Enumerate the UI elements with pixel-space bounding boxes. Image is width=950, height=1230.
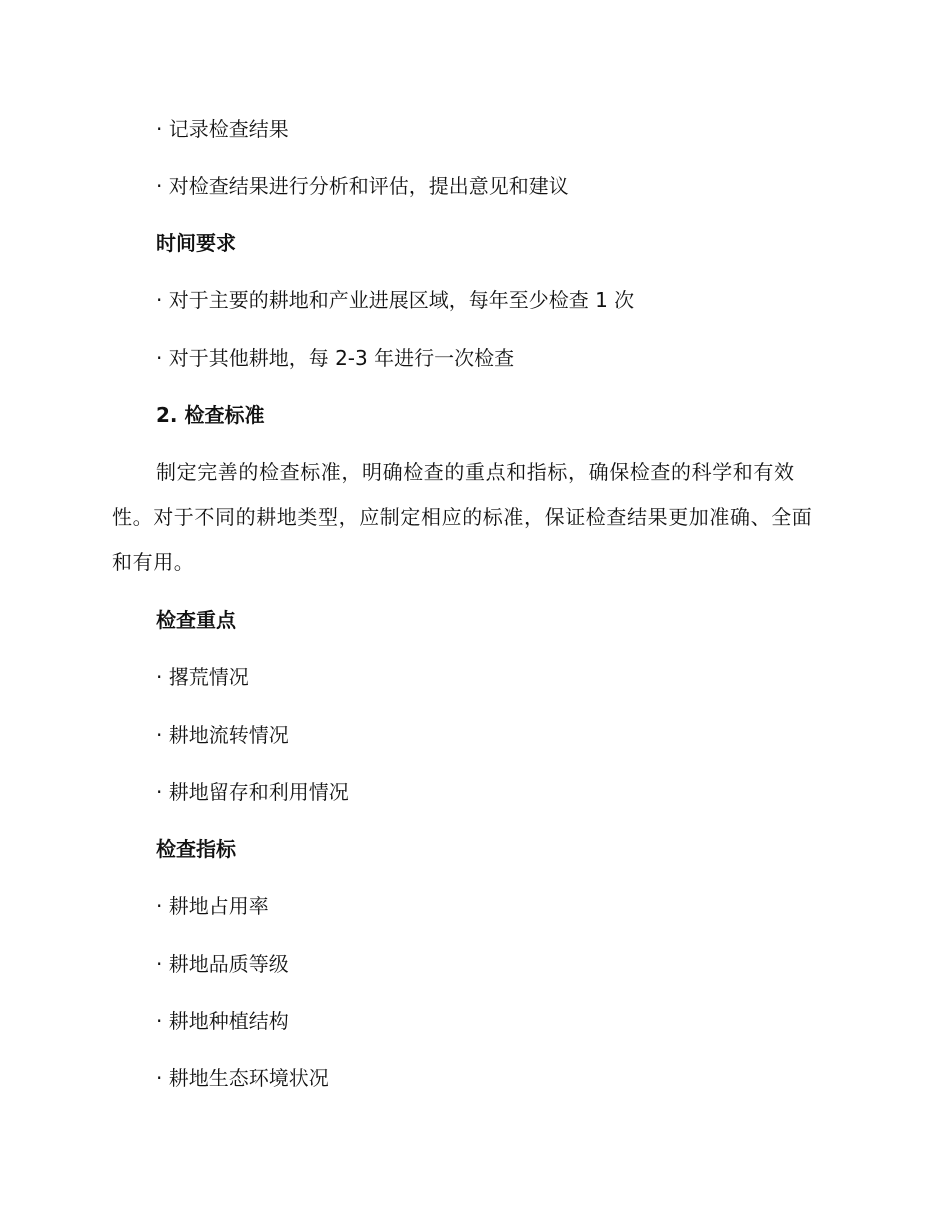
list-item: · 耕地流转情况 [156, 723, 289, 747]
list-item: · 对于主要的耕地和产业进展区域，每年至少检查 1 次 [156, 288, 635, 312]
indicator-heading: 检查指标 [156, 837, 236, 861]
list-item: · 耕地生态环境状况 [156, 1066, 329, 1090]
list-item: · 对于其他耕地，每 2-3 年进行一次检查 [156, 346, 515, 370]
list-item: · 耕地占用率 [156, 894, 269, 918]
time-heading: 时间要求 [156, 231, 236, 255]
list-item: · 耕地留存和利用情况 [156, 780, 349, 804]
section-title: 2. 检查标准 [156, 403, 265, 427]
focus-heading: 检查重点 [156, 608, 236, 632]
list-item: · 耕地种植结构 [156, 1009, 289, 1033]
list-item: · 记录检查结果 [156, 117, 289, 141]
list-item: · 撂荒情况 [156, 665, 249, 689]
list-item: · 耕地品质等级 [156, 952, 289, 976]
section-paragraph: 制定完善的检查标准，明确检查的重点和指标，确保检查的科学和有效性。对于不同的耕地类型，应制定相应的标准，保证检查结果更加准确、全面和有用。 [112, 460, 813, 574]
list-item: · 对检查结果进行分析和评估，提出意见和建议 [156, 174, 569, 198]
